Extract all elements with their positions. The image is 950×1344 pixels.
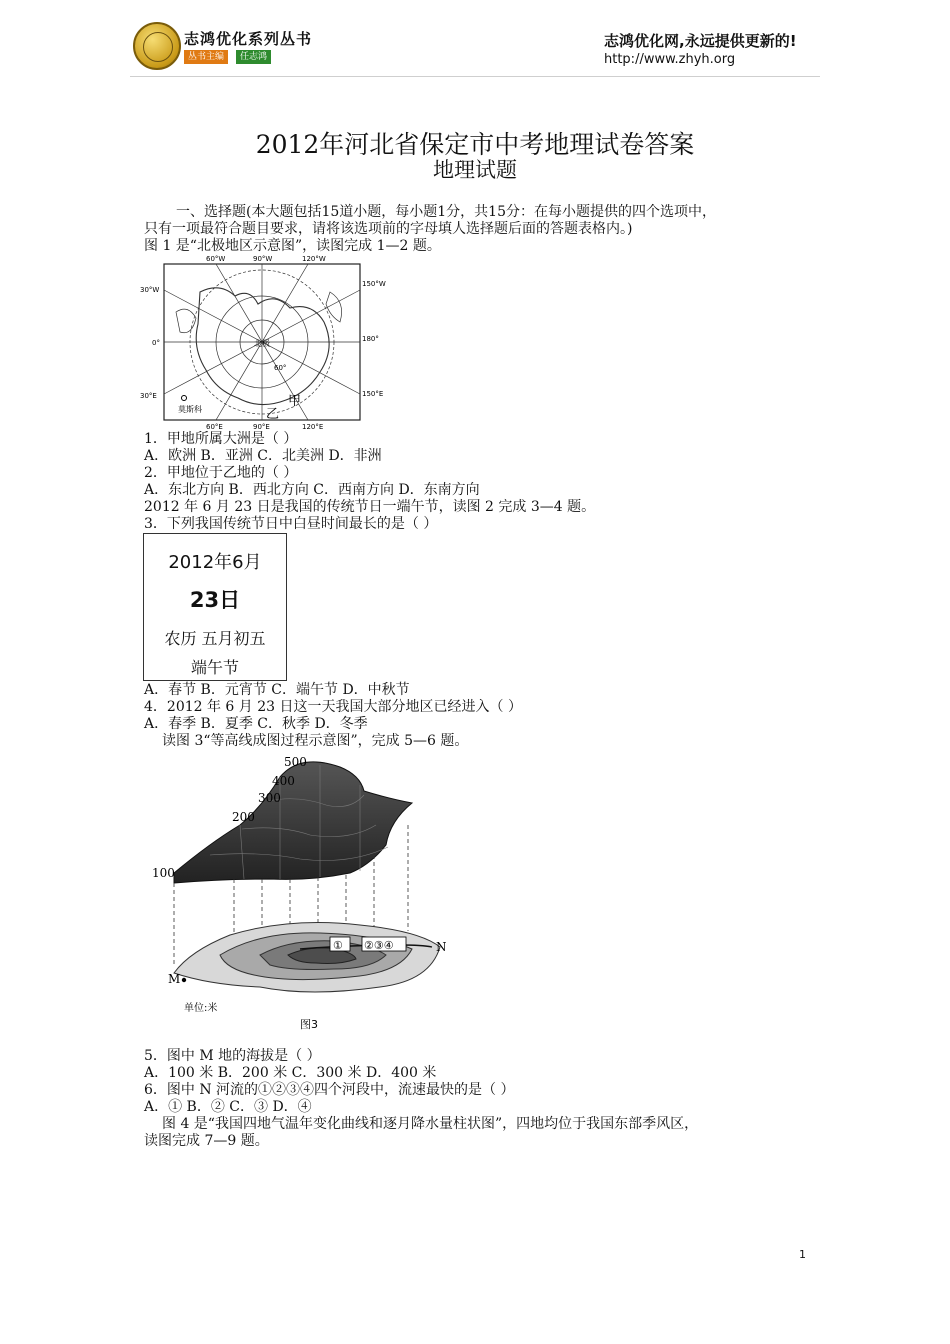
pole-label: 北极	[254, 339, 270, 348]
river-n-label: N	[436, 940, 447, 954]
q4-options: A．春季 B．夏季 C．秋季 D．冬季	[144, 716, 368, 732]
lon-bottom-1: 60°E	[206, 423, 223, 431]
calendar-day: 23日	[189, 588, 241, 612]
fig4-intro-line-2: 读图完成 7—9 题。	[144, 1133, 269, 1149]
calendar-figure	[143, 533, 287, 681]
right-label-1: 150°W	[362, 280, 386, 288]
lon-top-1: 60°W	[206, 255, 226, 263]
contour-label-400: 400	[272, 774, 295, 788]
contour-figure	[150, 755, 460, 1035]
river-section-234: ②③④	[364, 939, 394, 952]
contour-label-500: 500	[284, 755, 307, 769]
page-title: 2012年河北省保定市中考地理试卷答案	[255, 130, 695, 159]
yi-label: 乙	[266, 407, 280, 422]
intro-line-1: 一、选择题(本大题包括15道小题，每小题1分，共15分：在每小题提供的四个选项中，	[176, 204, 716, 220]
tag-editor: 丛书主编	[184, 50, 228, 64]
calendar-month: 2012年6月	[168, 552, 262, 573]
contour-label-100: 100	[152, 866, 175, 880]
q5-stem: 5．图中 M 地的海拔是（ ）	[144, 1048, 321, 1064]
intro-line-2: 只有一项最符合题目要求，请将该选项前的字母填人选择题后面的答题表格内。)	[144, 221, 633, 237]
contour-label-300: 300	[258, 791, 281, 805]
calendar-lunar: 农历 五月初五	[164, 629, 266, 648]
contour-label-200: 200	[232, 810, 255, 824]
q1-options: A．欧洲 B．亚洲 C．北美洲 D．非洲	[144, 448, 382, 464]
q6-stem: 6．图中 N 河流的①②③④四个河段中，流速最快的是（ ）	[144, 1082, 515, 1098]
unit-label: 单位:米	[184, 1003, 218, 1014]
page-header	[0, 0, 950, 80]
calendar-festival: 端午节	[190, 658, 239, 677]
moscow-label: 莫斯科	[178, 405, 202, 414]
jia-label: 甲	[288, 394, 302, 409]
lon-bottom-3: 120°E	[302, 423, 324, 431]
lon-top-3: 120°W	[302, 255, 326, 263]
fig4-intro-line-1: 图 4 是“我国四地气温年变化曲线和逐月降水量柱状图”，四地均位于我国东部季风区，	[162, 1116, 699, 1132]
river-section-1: ①	[333, 939, 343, 952]
q3-options: A．春节 B．元宵节 C．端午节 D．中秋节	[144, 682, 410, 698]
q4-stem: 4．2012 年 6 月 23 日这一天我国大部分地区已经进入（ ）	[144, 699, 522, 715]
q5-options: A．100 米 B．200 米 C．300 米 D．400 米	[144, 1065, 437, 1081]
logo-icon	[133, 22, 181, 70]
q6-options: A．① B．② C．③ D．④	[144, 1099, 312, 1115]
header-divider	[130, 76, 820, 77]
q2-options: A．东北方向 B．西北方向 C．西南方向 D．东南方向	[144, 482, 480, 498]
q3-stem: 3．下列我国传统节日中白昼时间最长的是（ ）	[144, 516, 438, 532]
lon-top-2: 90°W	[253, 255, 273, 263]
lon-bottom-2: 90°E	[253, 423, 270, 431]
left-label-2: 0°	[152, 339, 160, 347]
tag-editor-name: 任志鸿	[236, 50, 271, 64]
lat-label: 60°	[274, 364, 287, 372]
q1-stem: 1．甲地所属大洲是（ ）	[144, 431, 298, 447]
right-label-2: 180°	[362, 335, 379, 343]
left-label-3: 30°E	[140, 392, 157, 400]
site-url[interactable]: http://www.zhyh.org	[604, 52, 736, 67]
fig2-intro: 2012 年 6 月 23 日是我国的传统节日一端午节，读图 2 完成 3—4 题。	[144, 499, 596, 515]
point-m-label: M	[168, 972, 181, 986]
page-subtitle: 地理试题	[433, 158, 517, 182]
left-label-1: 30°W	[140, 286, 160, 294]
right-label-3: 150°E	[362, 390, 384, 398]
page-number: 1	[799, 1248, 806, 1261]
q2-stem: 2．甲地位于乙地的（ ）	[144, 465, 298, 481]
arctic-map-figure	[140, 252, 386, 432]
figure3-caption: 图3	[300, 1018, 318, 1031]
fig1-intro: 图 1 是“北极地区示意图”，读图完成 1—2 题。	[144, 238, 441, 254]
slogan: 志鸿优化网,永远提供更新的!	[604, 32, 797, 50]
series-name: 志鸿优化系列丛书	[184, 30, 313, 48]
fig3-intro: 读图 3“等高线成图过程示意图”，完成 5—6 题。	[162, 733, 469, 749]
